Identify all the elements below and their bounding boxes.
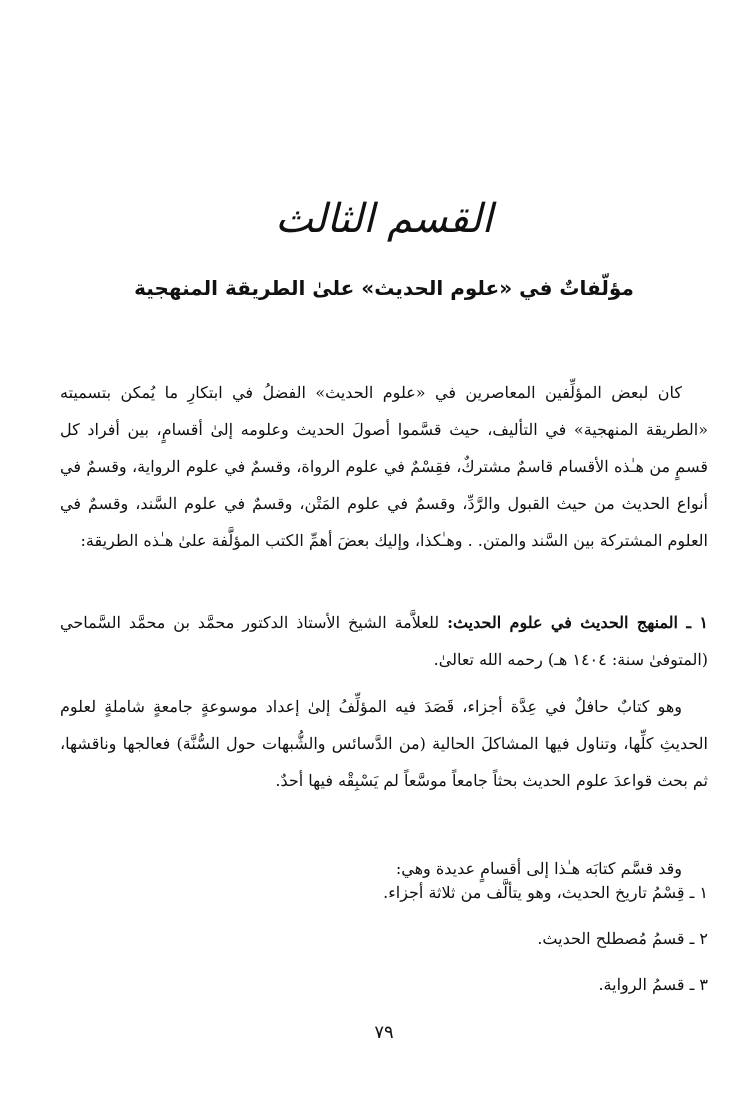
section-title: القسم الثالث: [275, 196, 493, 242]
book-entry-paragraph: [60, 604, 708, 678]
section-subtitle: مؤلّفاتٌ في «علوم الحديث» علىٰ الطريقة المنهجية: [134, 276, 634, 300]
list-item: ٢ ـ قسمُ مُصطلح الحديث.: [537, 929, 708, 948]
book-entry-title: ١ ـ المنهج الحديث في علوم الحديث:: [447, 613, 708, 632]
description-paragraph: وهو كتابٌ حافلٌ في عِدَّة أجزاء، قَصَدَ فيه المؤلِّفُ إلىٰ إعداد موسوعةٍ جامعةٍ شاملةٍ لعلوم الحديثِ كلِّها، وتناول فيها المشاكلَ الحالية (من الدَّسائس والشُّبهات حول السُّنَّة) فعالجها وناقشها، ثم بحث قواعدَ علوم الحديث بحثاً جامعاً موسَّعاً لم يَسْبِقْه فيها أحدٌ.: [60, 697, 708, 790]
book-page: [60, 0, 708, 1107]
page-number: ٧٩: [374, 1022, 394, 1043]
list-item: ٣ ـ قسمُ الرواية.: [598, 975, 708, 994]
division-paragraph: وقد قسَّم كتابَه هـٰذا إلى أقسامٍ عديدة وهي:: [395, 859, 682, 878]
intro-paragraph: كان لبعض المؤلِّفين المعاصرين في «علوم الحديث» الفضلُ في ابتكارِ ما يُمكن بتسميته «الطريقة المنهجية» في التأليف، حيث قسَّموا أصولَ الحديث وعلومه إلىٰ أقسامٍ، بين أفراد كل قسمٍ من هـٰذه الأقسام قاسمٌ مشتركٌ، فقِسْمٌ في علوم الرواة، وقسمٌ في علوم الرواية، وقسمٌ في أنواع الحديث من حيث القبول والرَّدِّ، وقسمٌ في علوم المَتْن، وقسمٌ في علوم السَّند، وقسمٌ في العلوم المشتركة بين السَّند والمتن. . وهـٰكذا، وإليك بعضَ أهمِّ الكتب المؤلَّفة علىٰ هـٰذه الطريقة:: [60, 383, 709, 550]
list-item: ١ ـ قِسْمُ تاريخ الحديث، وهو يتألَّف من ثلاثة أجزاء.: [383, 883, 708, 902]
book-entry-details: للعلاَّمة الشيخ الأستاذ الدكتور محمَّد بن محمَّد السَّماحي (المتوفىٰ سنة: ١٤٠٤ هـ) رحمه الله تعالىٰ.: [60, 613, 708, 669]
